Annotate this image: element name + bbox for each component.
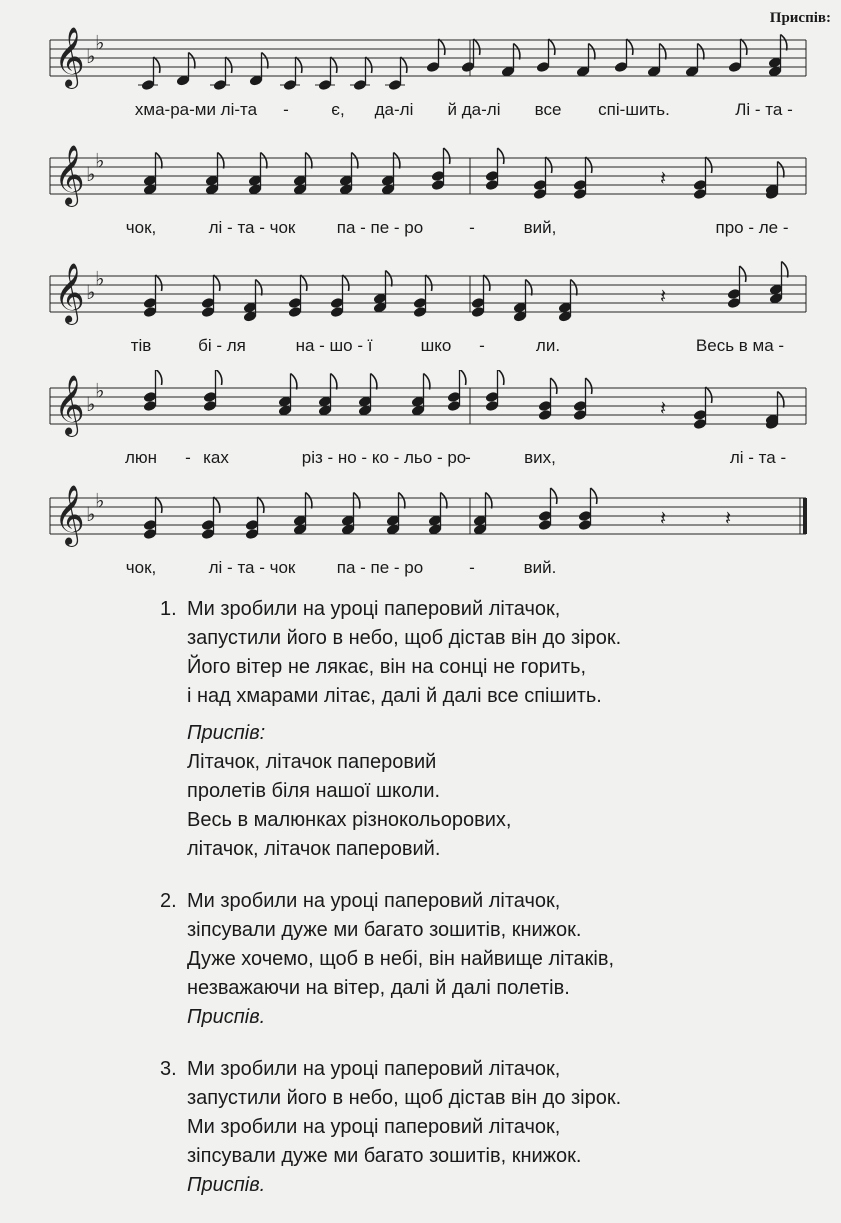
note-flag xyxy=(261,153,267,169)
note-flag xyxy=(216,370,222,385)
chorus-line: Весь в малюнках різнокольорових, xyxy=(187,809,512,831)
chorus-line: літачок, літачок паперовий. xyxy=(187,838,441,860)
lyric-syllable: - xyxy=(185,448,191,467)
lyric-syllable: шко xyxy=(420,336,452,355)
treble-clef-icon: 𝄞 xyxy=(54,263,85,323)
note-flag xyxy=(331,57,337,73)
note-flag xyxy=(352,153,358,169)
chorus-line: Літачок, літачок паперовий xyxy=(187,751,437,773)
lyric-syllable: - xyxy=(283,100,289,119)
quarter-rest-icon: 𝄽 xyxy=(660,506,667,530)
note-flag xyxy=(549,39,555,55)
note-flag xyxy=(660,44,666,60)
lyric-syllable: - xyxy=(469,558,475,577)
note-flag xyxy=(371,374,377,390)
verse-number: 1. xyxy=(160,598,177,620)
lyric-syllable: ли. xyxy=(535,336,561,355)
lyric-syllable: - xyxy=(479,336,485,355)
staff-system-5 xyxy=(0,480,841,580)
lyric-syllable: - xyxy=(469,218,475,237)
chorus xyxy=(187,719,800,864)
flat-icon: ♭ xyxy=(95,148,105,173)
staff-system-3 xyxy=(0,258,841,358)
note-flag xyxy=(778,162,784,178)
staff-2 xyxy=(0,140,841,220)
flat-icon: ♭ xyxy=(95,488,105,513)
flat-icon: ♭ xyxy=(86,502,96,526)
note-flag xyxy=(698,44,704,60)
note-flag xyxy=(331,374,337,390)
note-flag xyxy=(439,39,445,55)
lyric-syllable: вих, xyxy=(524,448,556,467)
note-flag xyxy=(706,387,712,403)
note-flag xyxy=(258,497,264,513)
note-flag xyxy=(156,275,162,291)
note-flag xyxy=(296,57,302,73)
verse-2 xyxy=(160,887,800,1032)
flat-icon: ♭ xyxy=(86,392,96,416)
lyric-syllable: да-лі xyxy=(374,100,414,119)
treble-clef-icon: 𝄞 xyxy=(54,145,85,205)
note-flag xyxy=(589,44,595,60)
lyric-syllable: про - ле - xyxy=(715,218,789,237)
lyric-syllable: ках xyxy=(203,448,229,467)
note-flag xyxy=(586,157,592,173)
flat-icon: ♭ xyxy=(86,162,96,186)
treble-clef-icon: 𝄞 xyxy=(54,27,85,87)
verses xyxy=(160,595,800,1223)
refrain-label: Приспів. xyxy=(187,1174,266,1196)
note-flag xyxy=(214,275,220,291)
note-flag xyxy=(154,57,160,73)
note-flag xyxy=(301,275,307,291)
note-flag xyxy=(386,271,392,287)
note-flag xyxy=(627,39,633,55)
note-flag xyxy=(399,493,405,509)
note-flag xyxy=(778,392,784,408)
staff-system-4 xyxy=(0,370,841,470)
note-flag xyxy=(460,370,466,385)
quarter-rest-icon: 𝄽 xyxy=(725,506,732,530)
note-flag xyxy=(291,374,297,390)
quarter-rest-icon: 𝄽 xyxy=(660,284,667,308)
lyric-syllable: па - пе - ро xyxy=(336,218,424,237)
lyric-syllable: все xyxy=(534,100,562,119)
lyric-syllable: спі-шить. xyxy=(598,100,670,119)
final-barline-thick xyxy=(803,498,807,534)
note-flag xyxy=(586,378,592,394)
note-flag xyxy=(306,153,312,169)
verse-line: запустили його в небо, щоб дістав він до зірок. xyxy=(187,1087,622,1109)
lyric-syllable: тів xyxy=(130,336,152,355)
note-flag xyxy=(214,497,220,513)
staff-3 xyxy=(0,258,841,338)
note-flag xyxy=(441,493,447,509)
treble-clef-icon: 𝄞 xyxy=(54,485,85,545)
verse-line: зіпсували дуже ми багато зошитів, книжок. xyxy=(187,919,582,941)
flat-icon: ♭ xyxy=(95,266,105,291)
verse-line: запустили його в небо, щоб дістав він до зірок. xyxy=(187,627,622,649)
lyric-syllable: лі - та - чок xyxy=(208,558,296,577)
note-flag xyxy=(782,262,788,278)
verse-line: Дуже хочемо, щоб в небі, він найвище літаків, xyxy=(187,948,615,970)
lyric-syllable: хма-ра-ми лі-та xyxy=(134,100,258,119)
note-flag xyxy=(551,488,557,504)
verse-line: Ми зробили на уроці паперовий літачок, xyxy=(187,890,561,912)
note-flag xyxy=(444,148,450,164)
verse-line: зіпсували дуже ми багато зошитів, книжок. xyxy=(187,1145,582,1167)
verse-line: Ми зробили на уроці паперовий літачок, xyxy=(187,598,561,620)
note-flag xyxy=(426,275,432,291)
lyric-syllable: па - пе - ро xyxy=(336,558,424,577)
note-flag xyxy=(551,378,557,394)
note-flag xyxy=(218,153,224,169)
verse-line: і над хмарами літає, далі й далі все спішить. xyxy=(187,685,602,707)
refrain-label: Приспів. xyxy=(187,1006,266,1028)
lyric-syllable: на - шо - ї xyxy=(295,336,373,355)
lyric-syllable: лі - та - чок xyxy=(208,218,296,237)
lyric-syllable: Лі - та - xyxy=(735,100,793,119)
note-flag xyxy=(226,57,232,73)
note-flag xyxy=(526,280,532,296)
flat-icon: ♭ xyxy=(86,44,96,68)
lyric-syllable: чок, xyxy=(125,558,157,577)
note-flag xyxy=(394,153,400,169)
verse-line: Ми зробили на уроці паперовий літачок, xyxy=(187,1058,561,1080)
note-flag xyxy=(514,44,520,60)
lyric-syllable: вий, xyxy=(523,218,557,237)
note-flag xyxy=(343,275,349,291)
note-flag xyxy=(781,35,787,51)
verse-number: 3. xyxy=(160,1058,177,1080)
verse-line: Ми зробили на уроці паперовий літачок, xyxy=(187,1116,561,1138)
note-flag xyxy=(156,370,162,385)
note-flag xyxy=(354,493,360,509)
chorus-line: пролетів біля нашої школи. xyxy=(187,780,441,802)
verse-line: Його вітер не лякає, він на сонці не горить, xyxy=(187,656,587,678)
note-flag xyxy=(156,153,162,169)
lyric-syllable: є, xyxy=(331,100,345,119)
note-flag xyxy=(498,370,504,385)
note-flag xyxy=(571,280,577,296)
staff-system-2 xyxy=(0,140,841,240)
note-flag xyxy=(591,488,597,504)
flat-icon: ♭ xyxy=(95,30,105,55)
flat-icon: ♭ xyxy=(86,280,96,304)
quarter-rest-icon: 𝄽 xyxy=(660,396,667,420)
note-flag xyxy=(706,157,712,173)
chorus-label: Приспів: xyxy=(187,722,266,744)
lyric-syllable: бі - ля xyxy=(198,336,246,355)
note-flag xyxy=(486,493,492,509)
note-flag xyxy=(156,497,162,513)
note-flag xyxy=(498,148,504,164)
note-flag xyxy=(262,53,268,69)
note-flag xyxy=(366,57,372,73)
verse-number: 2. xyxy=(160,890,177,912)
note-flag xyxy=(256,280,262,296)
quarter-rest-icon: 𝄽 xyxy=(660,166,667,190)
verse-1 xyxy=(160,595,800,864)
note-flag xyxy=(474,39,480,55)
staff-system-1 xyxy=(0,22,841,122)
verse-3 xyxy=(160,1055,800,1200)
treble-clef-icon: 𝄞 xyxy=(54,375,85,435)
staff-4 xyxy=(0,370,841,450)
note-flag xyxy=(741,39,747,55)
lyric-syllable: різ - но - ко - льо - ро xyxy=(301,448,467,467)
lyric-syllable: вий. xyxy=(523,558,557,577)
lyric-syllable: - xyxy=(465,448,471,467)
note-flag xyxy=(401,57,407,73)
lyric-syllable: й да-лі xyxy=(447,100,501,119)
note-flag xyxy=(546,157,552,173)
lyric-syllable: чок, xyxy=(125,218,157,237)
note-flag xyxy=(484,275,490,291)
lyric-syllable: Весь в ма - xyxy=(695,336,785,355)
verse-line: незважаючи на вітер, далі й далі полетів. xyxy=(187,977,570,999)
flat-icon: ♭ xyxy=(95,378,105,403)
chorus-header-label: Приспів: xyxy=(769,10,831,26)
staff-5 xyxy=(0,480,841,560)
staff-1 xyxy=(0,22,841,102)
note-flag xyxy=(740,266,746,282)
lyric-syllable: лі - та - xyxy=(729,448,787,467)
note-flag xyxy=(306,493,312,509)
note-flag xyxy=(424,374,430,390)
note-flag xyxy=(189,53,195,69)
lyric-syllable: люн xyxy=(124,448,158,467)
